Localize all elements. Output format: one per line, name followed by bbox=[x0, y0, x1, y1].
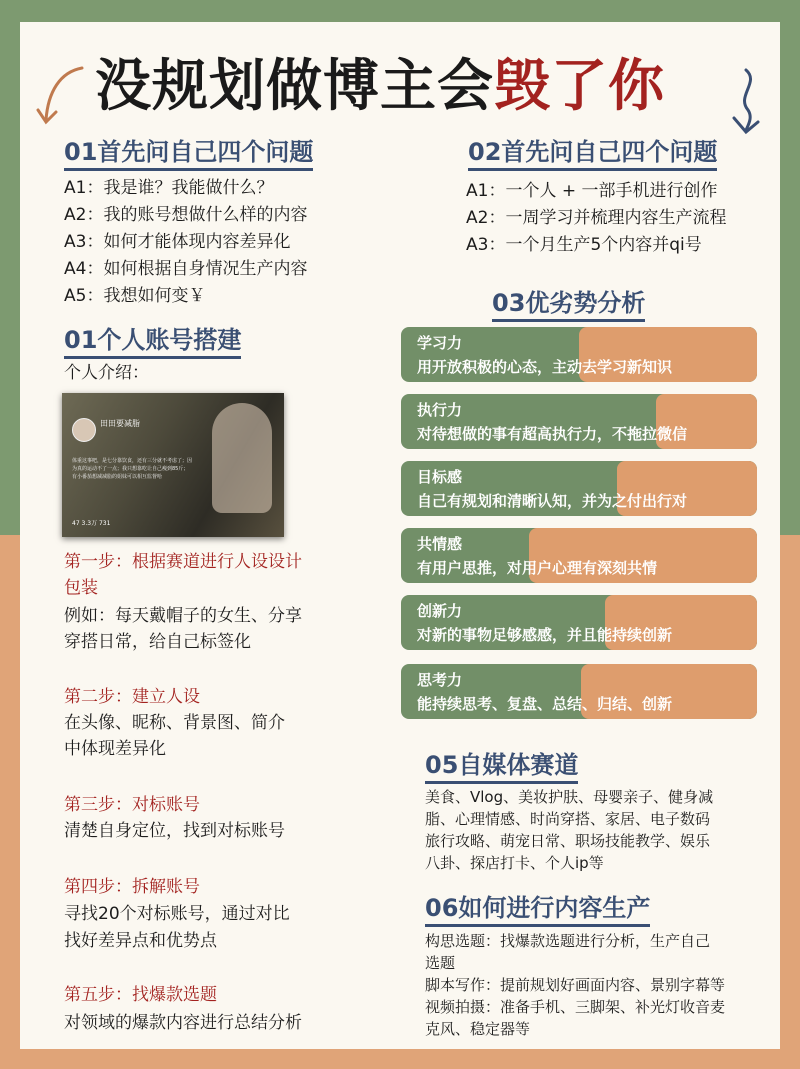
step-2-heading: 第二步：建立人设 bbox=[64, 687, 200, 707]
section-05-title: 05自媒体赛道 bbox=[425, 750, 578, 784]
strength-card bbox=[401, 595, 757, 650]
section-01-title: 01首先问自己四个问题 bbox=[64, 137, 313, 171]
step-4-body: 寻找20个对标账号，通过对比 bbox=[64, 904, 290, 924]
question-line: A1：我是谁？我能做什么？ bbox=[64, 178, 274, 198]
curved-arrow-left-icon bbox=[30, 62, 90, 132]
step-4-body: 找好差异点和优势点 bbox=[64, 931, 217, 951]
track-line: 美食、Vlog、美妆护肤、母婴亲子、健身减 bbox=[425, 788, 714, 806]
card-desc: 能持续思考、复盘、总结、归结、创新 bbox=[417, 695, 673, 713]
step-3-body: 清楚自身定位，找到对标账号 bbox=[64, 821, 285, 841]
strength-card bbox=[401, 394, 757, 449]
track-line: 八卦、探店打卡、个人ip等 bbox=[425, 854, 604, 872]
step-1-heading: 第一步：根据赛道进行人设设计 bbox=[64, 552, 302, 572]
section-06-title: 06如何进行内容生产 bbox=[425, 893, 650, 927]
track-line: 旅行攻略、萌宠日常、职场技能教学、娱乐 bbox=[425, 832, 711, 850]
step-2-body: 中体现差异化 bbox=[64, 739, 166, 759]
section-03-title: 03优劣势分析 bbox=[492, 288, 645, 322]
strength-card bbox=[401, 461, 757, 516]
curved-arrow-down-icon bbox=[716, 66, 776, 138]
production-line: 克风、稳定器等 bbox=[425, 1020, 531, 1038]
step-1-body: 例如：每天戴帽子的女生、分享 bbox=[64, 606, 302, 626]
card-desc: 自己有规划和清晰认知，并为之付出行对 bbox=[417, 492, 688, 510]
card-desc: 用开放积极的心态，主动去学习新知识 bbox=[417, 358, 673, 376]
plan-line: A3：一个月生产5个内容并qi号 bbox=[466, 235, 702, 255]
question-line: A4：如何根据自身情况生产内容 bbox=[64, 259, 308, 279]
page-title bbox=[95, 42, 665, 122]
step-1-heading-cont: 包装 bbox=[64, 578, 98, 598]
card-label: 执行力 bbox=[417, 401, 463, 419]
track-line: 脂、心理情感、时尚穿搭、家居、电子数码 bbox=[425, 810, 711, 828]
intro-label: 个人介绍： bbox=[64, 363, 149, 383]
plan-line: A2：一周学习并梳理内容生产流程 bbox=[466, 208, 727, 228]
card-label: 创新力 bbox=[417, 602, 463, 620]
section-02-title: 02首先问自己四个问题 bbox=[468, 137, 717, 171]
card-desc: 有用户思推，对用户心理有深刻共情 bbox=[417, 559, 658, 577]
card-label: 目标感 bbox=[417, 468, 463, 486]
card-desc: 对新的事物足够感感，并且能持续创新 bbox=[417, 626, 673, 644]
section-01b-title: 01个人账号搭建 bbox=[64, 325, 241, 359]
production-line: 构思选题：找爆款选题进行分析，生产自己 bbox=[425, 932, 711, 950]
production-line: 选题 bbox=[425, 954, 456, 972]
step-5-heading: 第五步：找爆款选题 bbox=[64, 985, 217, 1005]
card-desc: 对待想做的事有超高执行力，不拖拉微信 bbox=[417, 425, 688, 443]
plan-line: A1：一个人 + 一部手机进行创作 bbox=[466, 181, 718, 201]
production-line: 视频拍摄：准备手机、三脚架、补光灯收音麦 bbox=[425, 998, 726, 1016]
strength-card bbox=[401, 664, 757, 719]
card-label: 共情感 bbox=[417, 535, 463, 553]
question-line: A5：我想如何变￥ bbox=[64, 286, 206, 306]
step-2-body: 在头像、昵称、背景图、简介 bbox=[64, 713, 285, 733]
profile-stats: 47 3.3万 731 bbox=[72, 520, 111, 527]
page-title-main: 没规划做博主会 bbox=[95, 54, 494, 119]
card-label: 学习力 bbox=[417, 334, 463, 352]
question-line: A2：我的账号想做什么样的内容 bbox=[64, 205, 308, 225]
step-5-body: 对领域的爆款内容进行总结分析 bbox=[64, 1013, 302, 1033]
production-line: 脚本写作：提前规划好画面内容、景别字幕等 bbox=[425, 976, 726, 994]
strength-card bbox=[401, 327, 757, 382]
card-label: 思考力 bbox=[417, 671, 463, 689]
profile-screenshot bbox=[62, 393, 284, 537]
profile-name: 田田要减脂 bbox=[100, 419, 140, 428]
step-3-heading: 第三步：对标账号 bbox=[64, 795, 200, 815]
profile-bio: 体重这事吧，是七分靠饮食，还有三分就不考虑了；因为真的运动不了一点；我只想靠吃让自己瘦到85斤；有小番茄想减减脂的姐妹可以相互监督哈 bbox=[72, 458, 193, 480]
page-title-accent: 毁了你 bbox=[494, 54, 665, 119]
person-silhouette bbox=[212, 403, 272, 513]
avatar bbox=[72, 418, 96, 442]
question-line: A3：如何才能体现内容差异化 bbox=[64, 232, 291, 252]
step-1-body: 穿搭日常，给自己标签化 bbox=[64, 632, 251, 652]
strength-card bbox=[401, 528, 757, 583]
step-4-heading: 第四步：拆解账号 bbox=[64, 877, 200, 897]
